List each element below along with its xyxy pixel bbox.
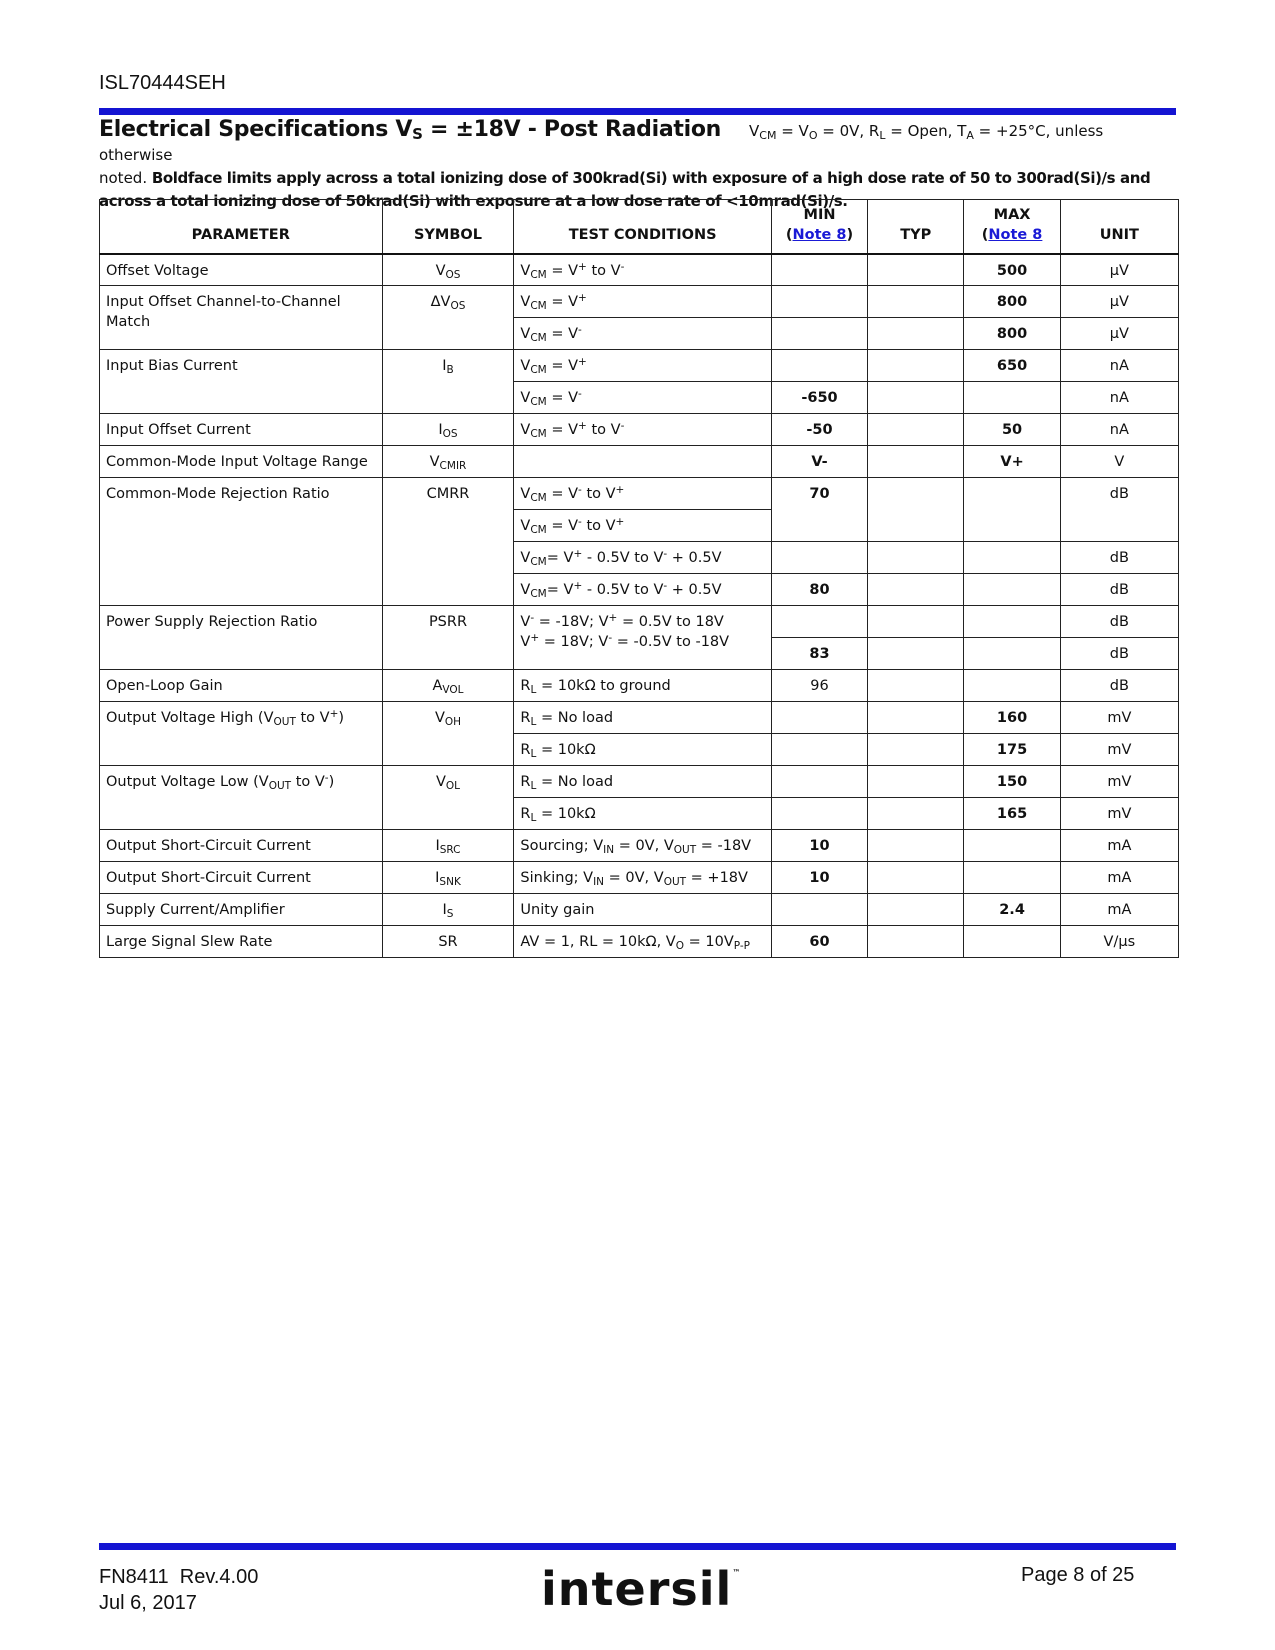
symbol-cell [382,766,514,830]
max-label: MAX [993,206,1031,223]
doc-date: Jul 6, 2017 [99,1592,197,1614]
cond-rest: = No load [536,774,614,790]
min-cell [771,638,867,670]
param-cell: Offset Voltage [100,254,383,286]
max-cell [964,734,1060,766]
max-value: 50 [1001,422,1023,438]
symbol-cell [382,862,514,894]
unit-cell: µV [1060,318,1178,350]
cond-rest: = No load [536,710,614,726]
max-value: 175 [996,742,1028,758]
page-number: Page 8 of 25 [1021,1564,1135,1586]
unit-cell: nA [1060,382,1178,414]
min-cell [771,862,867,894]
cond-part: V [749,122,760,140]
condition-cell: $V_{CM} = V^+$ [514,286,771,318]
unit-cell: mV [1060,734,1178,766]
footer-doc-info [99,1564,258,1616]
min-value: -650 [801,390,838,406]
typ-cell [868,734,964,766]
typ-cell [868,574,964,606]
min-cell [771,254,867,286]
max-value: 165 [996,806,1028,822]
max-cell [964,478,1060,542]
unit-cell: dB [1060,638,1178,670]
symbol-cell [382,286,514,350]
symbol-cell [382,830,514,862]
cond-part: = V [776,122,809,140]
table-row [100,894,1179,926]
table-row [100,606,1179,638]
max-value: 800 [996,294,1028,310]
max-note-link[interactable]: Note 8 [988,226,1043,243]
min-label: MIN [803,206,836,223]
max-cell [964,446,1060,478]
sym: ΔV [430,294,451,310]
max-cell [964,926,1060,958]
cond-part: = +25°C, unless otherwise [99,122,1104,164]
condition-cell: $V_{CM}= V^+ - 0.5V$ to V- + 0.5V [514,542,771,574]
sym-sub: B [446,364,454,376]
condition-cell [514,670,771,702]
intersil-logo [541,1562,740,1616]
min-cell [771,606,867,638]
condition-cell: $R_L = No$ load [514,766,771,798]
table-row [100,414,1179,446]
condition-cell: $R_L = 10k\Omega$ [514,798,771,830]
table-row [100,286,1179,318]
min-cell [771,574,867,606]
max-value: 650 [996,358,1028,374]
sym-sub: S [446,908,454,920]
sym: A [432,678,443,694]
param-sub: OUT [273,716,296,728]
condition-cell: $V_{CM} = V^+$ to V- [514,254,771,286]
cond-sub: CM [759,129,777,142]
unit-cell: mV [1060,702,1178,734]
note-plain: noted. [99,169,152,187]
cond-rest: = 10kΩ to ground [536,678,671,694]
max-cell [964,798,1060,830]
typ-cell [868,542,964,574]
header-unit: UNIT [1060,200,1178,254]
min-value: 70 [809,486,830,502]
document-id: ISL70444SEH [99,72,226,94]
typ-cell [868,414,964,446]
min-value: 83 [809,646,830,662]
sym-sub: CMIR [439,460,467,472]
typ-cell [868,382,964,414]
condition-cell: Sourcing; $V_{IN} = 0V$, $V_{OUT} = -18V$ [514,830,771,862]
logo-text: intersil [541,1562,733,1616]
typ-cell [868,830,964,862]
top-rule [99,108,1176,115]
condition-cell [514,446,771,478]
min-cell [771,542,867,574]
unit-cell: µV [1060,286,1178,318]
table-row [100,830,1179,862]
max-cell [964,574,1060,606]
table-row [100,702,1179,734]
sym: I [435,838,440,854]
param-text: Output Voltage High (V [106,710,274,726]
param-sub: OUT [268,780,292,792]
sym-sub: VOL [442,684,464,696]
typ-cell [868,446,964,478]
sym: I [435,870,440,886]
unit-cell: mV [1060,798,1178,830]
typ-cell [868,478,964,542]
sym-sub: SNK [439,876,461,888]
cond-part: = 0V, R [817,122,880,140]
max-cell [964,606,1060,638]
min-cell [771,894,867,926]
condition-cell: AV = 1, RL = 10kΩ, $V_O = 10V_{P-P}$ [514,926,771,958]
max-cell [964,830,1060,862]
max-cell [964,382,1060,414]
note-bold: Boldface limits apply across a total ionizing dose of 300krad(Si) with exposure of a high dose rate of 50 to 300rad(Si)/s and across a total ionizing dose of 50krad(Si) with exposure at a low dose rate of <10mrad(Si)/s. [99,169,1151,210]
unit-cell: dB [1060,606,1178,638]
sym: V [435,262,446,279]
max-cell [964,670,1060,702]
condition-cell: V- = -18V; V+ = 0.5V to 18V V+ = 18V; V- = -0.5V to -18V [514,606,771,670]
min-cell [771,350,867,382]
header-symbol: SYMBOL [382,200,514,254]
condition-cell: Unity gain [514,894,771,926]
paren: ) [846,226,854,243]
typ-cell [868,606,964,638]
min-cell [771,286,867,318]
typ-cell [868,894,964,926]
min-cell [771,766,867,798]
param-cell: Input Offset Current [100,414,383,446]
symbol-cell [382,254,514,286]
header-min [771,200,867,254]
typ-cell [868,318,964,350]
table-header-row [100,200,1179,254]
table-row [100,926,1179,958]
param-cell: Common-Mode Rejection Ratio [100,478,383,606]
max-cell [964,350,1060,382]
max-cell [964,862,1060,894]
param-cell: Supply Current/Amplifier [100,894,383,926]
cond-sub: L [879,129,886,142]
cond-sub: O [808,129,818,142]
param-text: ) [338,710,345,726]
sym-sub: OS [450,300,466,312]
typ-cell [868,286,964,318]
bottom-rule [99,1543,1176,1550]
trademark-symbol: ™ [732,1568,741,1577]
max-cell [964,542,1060,574]
sym-sub: OH [444,716,462,728]
param-cell [100,766,383,830]
sym: V [434,710,445,726]
typ-cell [868,702,964,734]
min-cell [771,830,867,862]
cond-sub: A [966,129,974,142]
symbol-cell [382,350,514,414]
param-cell: Input Bias Current [100,350,383,414]
min-cell [771,798,867,830]
max-value: 500 [996,262,1028,279]
table-row [100,670,1179,702]
condition-cell: $V_{CM} = V^-$ to V+ [514,510,771,542]
typ-cell [868,350,964,382]
param-cell: Large Signal Slew Rate [100,926,383,958]
condition-cell: Sinking; $V_{IN} = 0V$, $V_{OUT} = +18V$ [514,862,771,894]
header-test-conditions: TEST CONDITIONS [514,200,771,254]
condition-cell: $V_{CM}= V^+ - 0.5V$ to V- + 0.5V [514,574,771,606]
sym-sub: OS [445,268,461,281]
min-cell [771,926,867,958]
sym: I [442,902,447,918]
cond-part: = Open, T [885,122,967,140]
min-value: 10 [809,870,830,886]
cond-rest: = 10kΩ [536,742,596,758]
header-parameter: PARAMETER [100,200,383,254]
max-value: 2.4 [999,902,1025,918]
title-sub: S [412,125,423,143]
sym-sub: OS [442,428,458,440]
condition-cell: $V_{CM} = V^-$ [514,382,771,414]
table-row [100,254,1179,286]
symbol-cell [382,446,514,478]
max-cell [964,638,1060,670]
param-cell: Open-Loop Gain [100,670,383,702]
condition-cell: $V_{CM} = V^-$ [514,318,771,350]
table-row [100,350,1179,382]
sym: V [435,774,446,790]
param-text: Output Voltage Low (V [106,774,269,790]
unit-cell: dB [1060,542,1178,574]
unit-cell: nA [1060,414,1178,446]
param-cell: Power Supply Rejection Ratio [100,606,383,670]
min-value: V- [811,454,828,470]
doc-number: FN8411 Rev.4.00 [99,1566,259,1588]
min-value: 60 [809,934,830,950]
min-cell [771,734,867,766]
unit-cell: V/µs [1060,926,1178,958]
typ-cell [868,638,964,670]
paren: ( [785,226,793,243]
min-note-link[interactable]: Note 8 [792,226,847,243]
title-suffix: = ±18V - Post Radiation [422,117,721,142]
unit-cell: mA [1060,894,1178,926]
param-text: ) [328,774,335,790]
sym: I [438,422,443,438]
max-value: 150 [996,774,1028,790]
unit-cell: mA [1060,862,1178,894]
max-value: V+ [1000,454,1024,470]
unit-cell: dB [1060,574,1178,606]
min-cell: 96 [771,670,867,702]
max-value: 800 [996,326,1028,342]
typ-cell [868,862,964,894]
symbol-cell [382,894,514,926]
condition-cell: $R_L = No$ load [514,702,771,734]
condition-cell: $V_{CM} = V^+$ [514,350,771,382]
param-text: to V [295,710,330,726]
param-sup: - [324,772,329,784]
sym: V [429,454,440,470]
param-text: to V [291,774,325,790]
max-cell [964,318,1060,350]
spec-table [99,199,1179,958]
max-cell [964,702,1060,734]
min-value: 10 [809,838,830,854]
param-sup: + [329,708,339,720]
unit-cell: dB [1060,670,1178,702]
condition-cell: $V_{CM} = V^-$ to V+ [514,478,771,510]
min-value: -50 [806,422,833,438]
unit-cell: dB [1060,478,1178,542]
max-cell [964,766,1060,798]
header-typ: TYP [868,200,964,254]
cond-sub: L [530,684,537,696]
max-cell [964,414,1060,446]
min-cell [771,414,867,446]
symbol-cell: SR [382,926,514,958]
cond-rest: = 10kΩ [536,806,596,822]
min-cell [771,478,867,542]
min-cell [771,382,867,414]
max-cell [964,286,1060,318]
param-cell: Input Offset Channel-to-Channel Match [100,286,383,350]
typ-cell [868,766,964,798]
max-cell [964,254,1060,286]
typ-cell [868,670,964,702]
max-cell [964,894,1060,926]
condition-cell: $V_{CM} = V^+$ to V- [514,414,771,446]
param-cell: Common-Mode Input Voltage Range [100,446,383,478]
param-cell: Output Short-Circuit Current [100,862,383,894]
min-cell [771,446,867,478]
unit-cell: nA [1060,350,1178,382]
max-value: 160 [996,710,1028,726]
typ-cell [868,926,964,958]
min-cell [771,702,867,734]
symbol-cell [382,414,514,446]
sym: I [442,358,447,374]
min-cell [771,318,867,350]
cond: R [520,678,531,694]
typ-cell [868,254,964,286]
param-cell [100,702,383,766]
sym-sub: OL [445,780,461,792]
symbol-cell [382,670,514,702]
typ-cell [868,798,964,830]
sym-sub: SRC [439,844,461,856]
title-main [99,117,721,142]
symbol-cell [382,702,514,766]
symbol-cell: PSRR [382,606,514,670]
symbol-cell: CMRR [382,478,514,606]
unit-cell: µV [1060,254,1178,286]
paren: ( [981,226,989,243]
param-cell: Output Short-Circuit Current [100,830,383,862]
title-prefix: Electrical Specifications V [99,117,413,142]
condition-cell: $R_L = 10k\Omega$ [514,734,771,766]
table-row [100,862,1179,894]
min-value: 80 [809,582,830,598]
table-row [100,478,1179,510]
table-row [100,766,1179,798]
header-max [964,200,1060,254]
unit-cell: V [1060,446,1178,478]
unit-cell: mV [1060,766,1178,798]
unit-cell: mA [1060,830,1178,862]
table-row [100,446,1179,478]
